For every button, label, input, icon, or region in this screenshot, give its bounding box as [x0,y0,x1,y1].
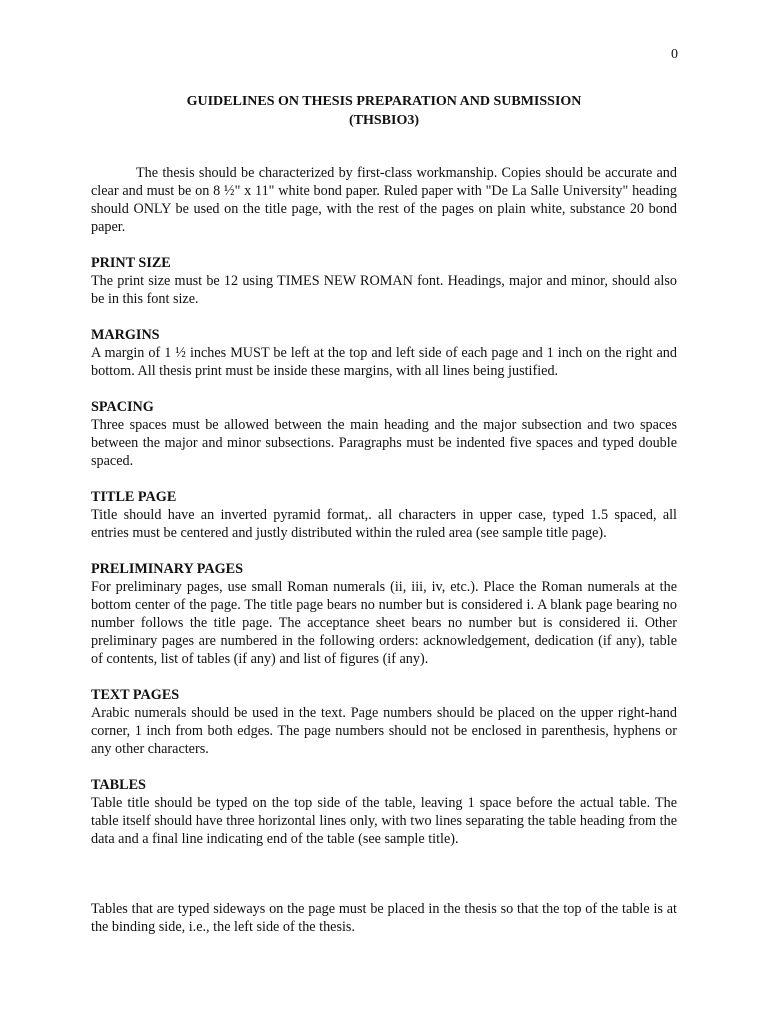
section-body-print-size: The print size must be 12 using TIMES NEW ROMAN font. Headings, major and minor, should also be in this font size. [91,273,677,307]
section-body-margins: A margin of 1 ½ inches MUST be left at the top and left side of each page and 1 inch on the right and bottom. All thesis print must be inside these margins, with all lines being justified. [91,345,677,379]
intro-paragraph: The thesis should be characterized by first-class workmanship. Copies should be accurate and clear and must be on 8 ½" x 11" white bond paper. Ruled paper with "De La Salle University" heading should ONLY be used on the title page, with the rest of the pages on plain white, substance 20 bond paper. [91,165,677,235]
section-body-text-pages: Arabic numerals should be used in the text. Page numbers should be placed on the upper right-hand corner, 1 inch from both edges. The page numbers should not be enclosed in parenthesis, hyphens or any other characters. [91,705,677,757]
document-body [91,164,677,936]
section-heading-text-pages: TEXT PAGES [91,687,180,703]
section-tables [91,776,677,848]
section-heading-margins: MARGINS [91,327,160,343]
section-body-tables: Table title should be typed on the top side of the table, leaving 1 space before the actual table. The table itself should have three horizontal lines only, with two lines separating the table heading from the data and a final line indicating end of the table (see sample title). [91,795,677,847]
page-number: 0 [671,47,678,62]
document-title-line-1: GUIDELINES ON THESIS PREPARATION AND SUBMISSION [186,94,582,109]
section-spacing [91,398,677,470]
section-print-size [91,254,677,308]
section-text-pages [91,686,677,758]
document-title [91,92,677,130]
section-heading-print-size: PRINT SIZE [91,255,171,271]
section-body-title-page: Title should have an inverted pyramid format,. all characters in upper case, typed 1.5 spaced, all entries must be centered and justly distributed within the ruled area (see sample title page). [91,507,677,541]
section-heading-title-page: TITLE PAGE [91,489,177,505]
section-preliminary-pages [91,560,677,668]
section-heading-spacing: SPACING [91,399,154,415]
section-margins [91,326,677,380]
section-body-spacing: Three spaces must be allowed between the main heading and the major subsection and two spaces between the major and minor subsections. Paragraphs must be indented five spaces and typed double spaced. [91,417,677,469]
section-heading-tables: TABLES [91,777,146,793]
tables-sideways-paragraph: Tables that are typed sideways on the page must be placed in the thesis so that the top of the table is at the binding side, i.e., the left side of the thesis. [91,901,677,935]
section-title-page [91,488,677,542]
section-heading-preliminary-pages: PRELIMINARY PAGES [91,561,244,577]
document-title-line-2: (THSBIO3) [348,113,419,128]
section-body-preliminary-pages: For preliminary pages, use small Roman numerals (ii, iii, iv, etc.). Place the Roman numerals at the bottom center of the page. The title page bears no number but is considered i. A blank page bearing no number follows the title page. The acceptance sheet bears no number but is considered ii. Other preliminary pages are numbered in the following orders: acknowledgement, dedication (if any), table of contents, list of tables (if any) and list of figures (if any). [91,579,677,667]
